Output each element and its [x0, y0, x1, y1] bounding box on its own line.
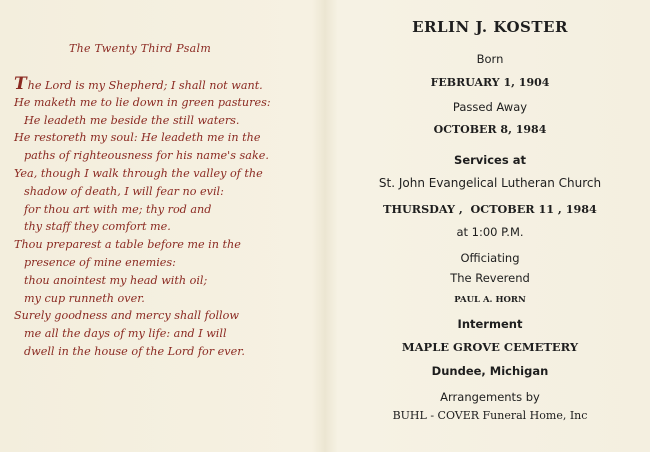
psalm-text — [14, 76, 314, 361]
cemetery-location: Dundee, Michigan — [431, 364, 549, 378]
funeral-home: BUHL - COVER Funeral Home, Inc — [392, 409, 588, 422]
arrangements-label: Arrangements by — [440, 390, 540, 404]
passed-away-date: OCTOBER 8, 1984 — [433, 123, 547, 136]
deceased-name: ERLIN J. KOSTER — [412, 18, 568, 36]
psalm-line: He leadeth me beside the still waters. — [24, 113, 240, 127]
church-name: St. John Evangelical Lutheran Church — [378, 176, 602, 190]
psalm-line: shadow of death, I will fear no evil: — [24, 184, 224, 198]
cemetery-name: MAPLE GROVE CEMETERY — [401, 340, 579, 354]
psalm-line: me all the days of my life: and I will — [24, 327, 227, 341]
psalm-line: Surely goodness and mercy shall follow — [14, 309, 239, 323]
psalm-line: for thou art with me; thy rod and — [24, 202, 212, 216]
born-date: FEBRUARY 1, 1904 — [430, 76, 550, 89]
psalm-line: my cup runneth over. — [24, 291, 145, 305]
psalm-line: He maketh me to lie down in green pastures: — [14, 95, 271, 109]
psalm-line: paths of righteousness for his name's sake. — [24, 149, 269, 163]
officiating-label: Officiating — [460, 251, 520, 265]
psalm-title: The Twenty Third Psalm — [68, 42, 212, 55]
psalm-line: thy staff they comfort me. — [24, 220, 171, 234]
psalm-dropcap: T — [14, 74, 27, 94]
reverend-name: PAUL A. HORN — [454, 295, 526, 305]
psalm-line: Thou preparest a table before me in the — [14, 238, 241, 252]
service-date: THURSDAY , OCTOBER 11 , 1984 — [383, 202, 597, 216]
service-panel — [330, 0, 650, 452]
services-label: Services at — [454, 153, 526, 167]
psalm-panel — [0, 0, 318, 452]
psalm-line: He restoreth my soul: He leadeth me in the — [14, 131, 261, 145]
psalm-line: presence of mine enemies: — [24, 255, 176, 269]
psalm-line: Yea, though I walk through the valley of the — [14, 166, 263, 180]
psalm-line: dwell in the house of the Lord for ever. — [24, 344, 245, 358]
interment-label: Interment — [457, 317, 523, 331]
reverend-label: The Reverend — [450, 271, 530, 285]
service-time: at 1:00 P.M. — [456, 225, 524, 239]
passed-away-label: Passed Away — [452, 100, 528, 114]
born-label: Born — [476, 52, 504, 66]
psalm-line: thou anointest my head with oil; — [24, 273, 208, 287]
psalm-line: The Lord is my Shepherd; I shall not want. — [14, 74, 263, 94]
